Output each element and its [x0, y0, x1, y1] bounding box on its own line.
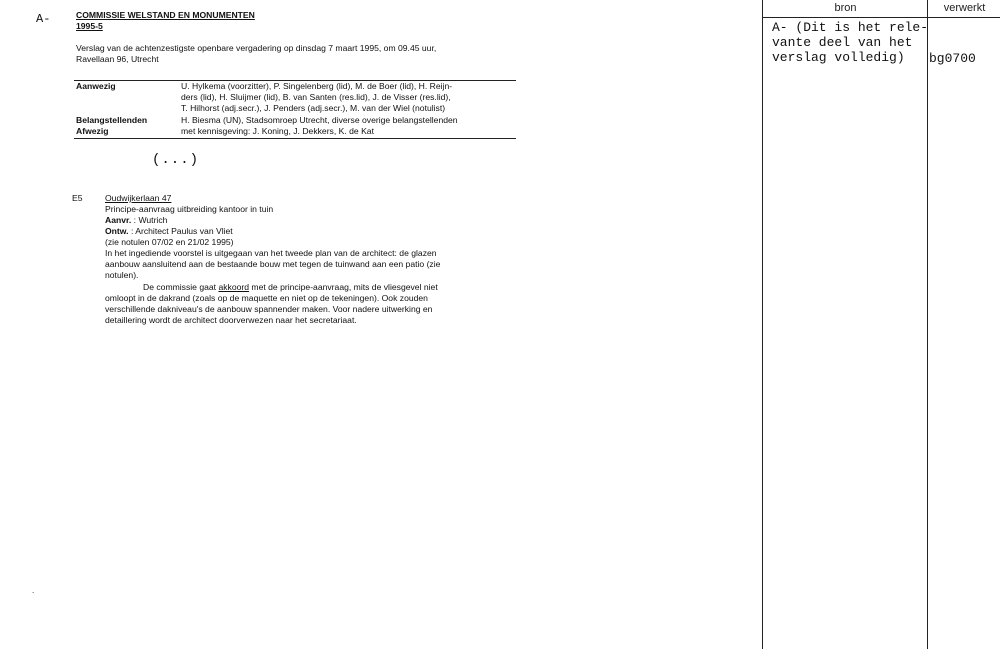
- attendance-aanwezig-line: ders (lid), H. Sluijmer (lid), B. van Santen (res.lid), J. de Visser (res.lid),: [181, 92, 451, 102]
- verwerkt-column: [927, 0, 1000, 649]
- margin-mark: A-: [36, 12, 51, 26]
- item-code: E5: [72, 193, 83, 203]
- meeting-number: 1995-5: [76, 21, 103, 31]
- intro-line-2: Ravellaan 96, Utrecht: [76, 54, 159, 64]
- paragraph-2-pre: De commissie gaat: [143, 282, 219, 292]
- document-title: COMMISSIE WELSTAND EN MONUMENTEN: [76, 10, 255, 20]
- item-subject: Principe-aanvraag uitbreiding kantoor in tuin: [105, 204, 274, 214]
- ontw-label: Ontw.: [105, 226, 129, 236]
- column-header-rule: [762, 17, 1000, 18]
- attendance-bottom-rule: [74, 138, 516, 139]
- ontw-value: : Architect Paulus van Vliet: [130, 226, 233, 236]
- stray-mark: .: [32, 586, 35, 595]
- paragraph-1-line: notulen).: [105, 270, 139, 280]
- attendance-belangstellenden-line: H. Biesma (UN), Stadsomroep Utrecht, diverse overige belangstellenden: [181, 115, 458, 125]
- item-address: Oudwijkerlaan 47: [105, 193, 172, 203]
- paragraph-1-line: aanbouw aansluitend aan de bestaande bouw met tegen de tuinwand aan een patio (zie: [105, 259, 441, 269]
- notulen-reference: (zie notulen 07/02 en 21/02 1995): [105, 237, 234, 247]
- decision-akkoord: akkoord: [218, 282, 250, 292]
- attendance-label-aanwezig: Aanwezig: [76, 81, 116, 91]
- paragraph-2-line: detaillering wordt de architect doorverwezen naar het secretariaat.: [105, 315, 357, 325]
- paragraph-2-post: met de principe-aanvraag, mits de vliesgevel niet: [249, 282, 438, 292]
- item-designer: [105, 226, 233, 237]
- aanvr-value: : Wutrich: [133, 215, 168, 225]
- bron-note: A- (Dit is het rele- vante deel van het verslag volledig): [772, 20, 929, 65]
- attendance-label-belangstellenden: Belangstellenden: [76, 115, 148, 125]
- bron-header: bron: [834, 2, 857, 14]
- paragraph-2-line: omloopt in de dakrand (zoals op de maquette en niet op de tekeningen). Ook zouden: [105, 293, 428, 303]
- paragraph-2-first-line: [143, 282, 438, 293]
- verwerkt-header: verwerkt: [943, 2, 986, 14]
- bron-column: [762, 0, 928, 649]
- attendance-afwezig-line: met kennisgeving: J. Koning, J. Dekkers, K. de Kat: [181, 126, 374, 136]
- attendance-aanwezig-line: T. Hilhorst (adj.secr.), J. Penders (adj.secr.), M. van der Wiel (notulist): [181, 103, 446, 113]
- item-applicant: [105, 215, 167, 226]
- attendance-label-afwezig: Afwezig: [76, 126, 109, 136]
- intro-line-1: Verslag van de achtenzestigste openbare vergadering op dinsdag 7 maart 1995, om 09.45 uur,: [76, 43, 437, 53]
- verwerkt-code: bg0700: [929, 51, 976, 66]
- aanvr-label: Aanvr.: [105, 215, 132, 225]
- omission-ellipsis: (...): [152, 152, 200, 168]
- paragraph-1-line: In het ingediende voorstel is uitgegaan van het tweede plan van de architect: de glazen: [105, 248, 437, 258]
- attendance-aanwezig-line: U. Hylkema (voorzitter), P. Singelenberg (lid), M. de Boer (lid), H. Reijn-: [181, 81, 453, 91]
- paragraph-2-line: verschillende dakniveau's de aanbouw spannender maken. Voor nadere uitwerking en: [105, 304, 433, 314]
